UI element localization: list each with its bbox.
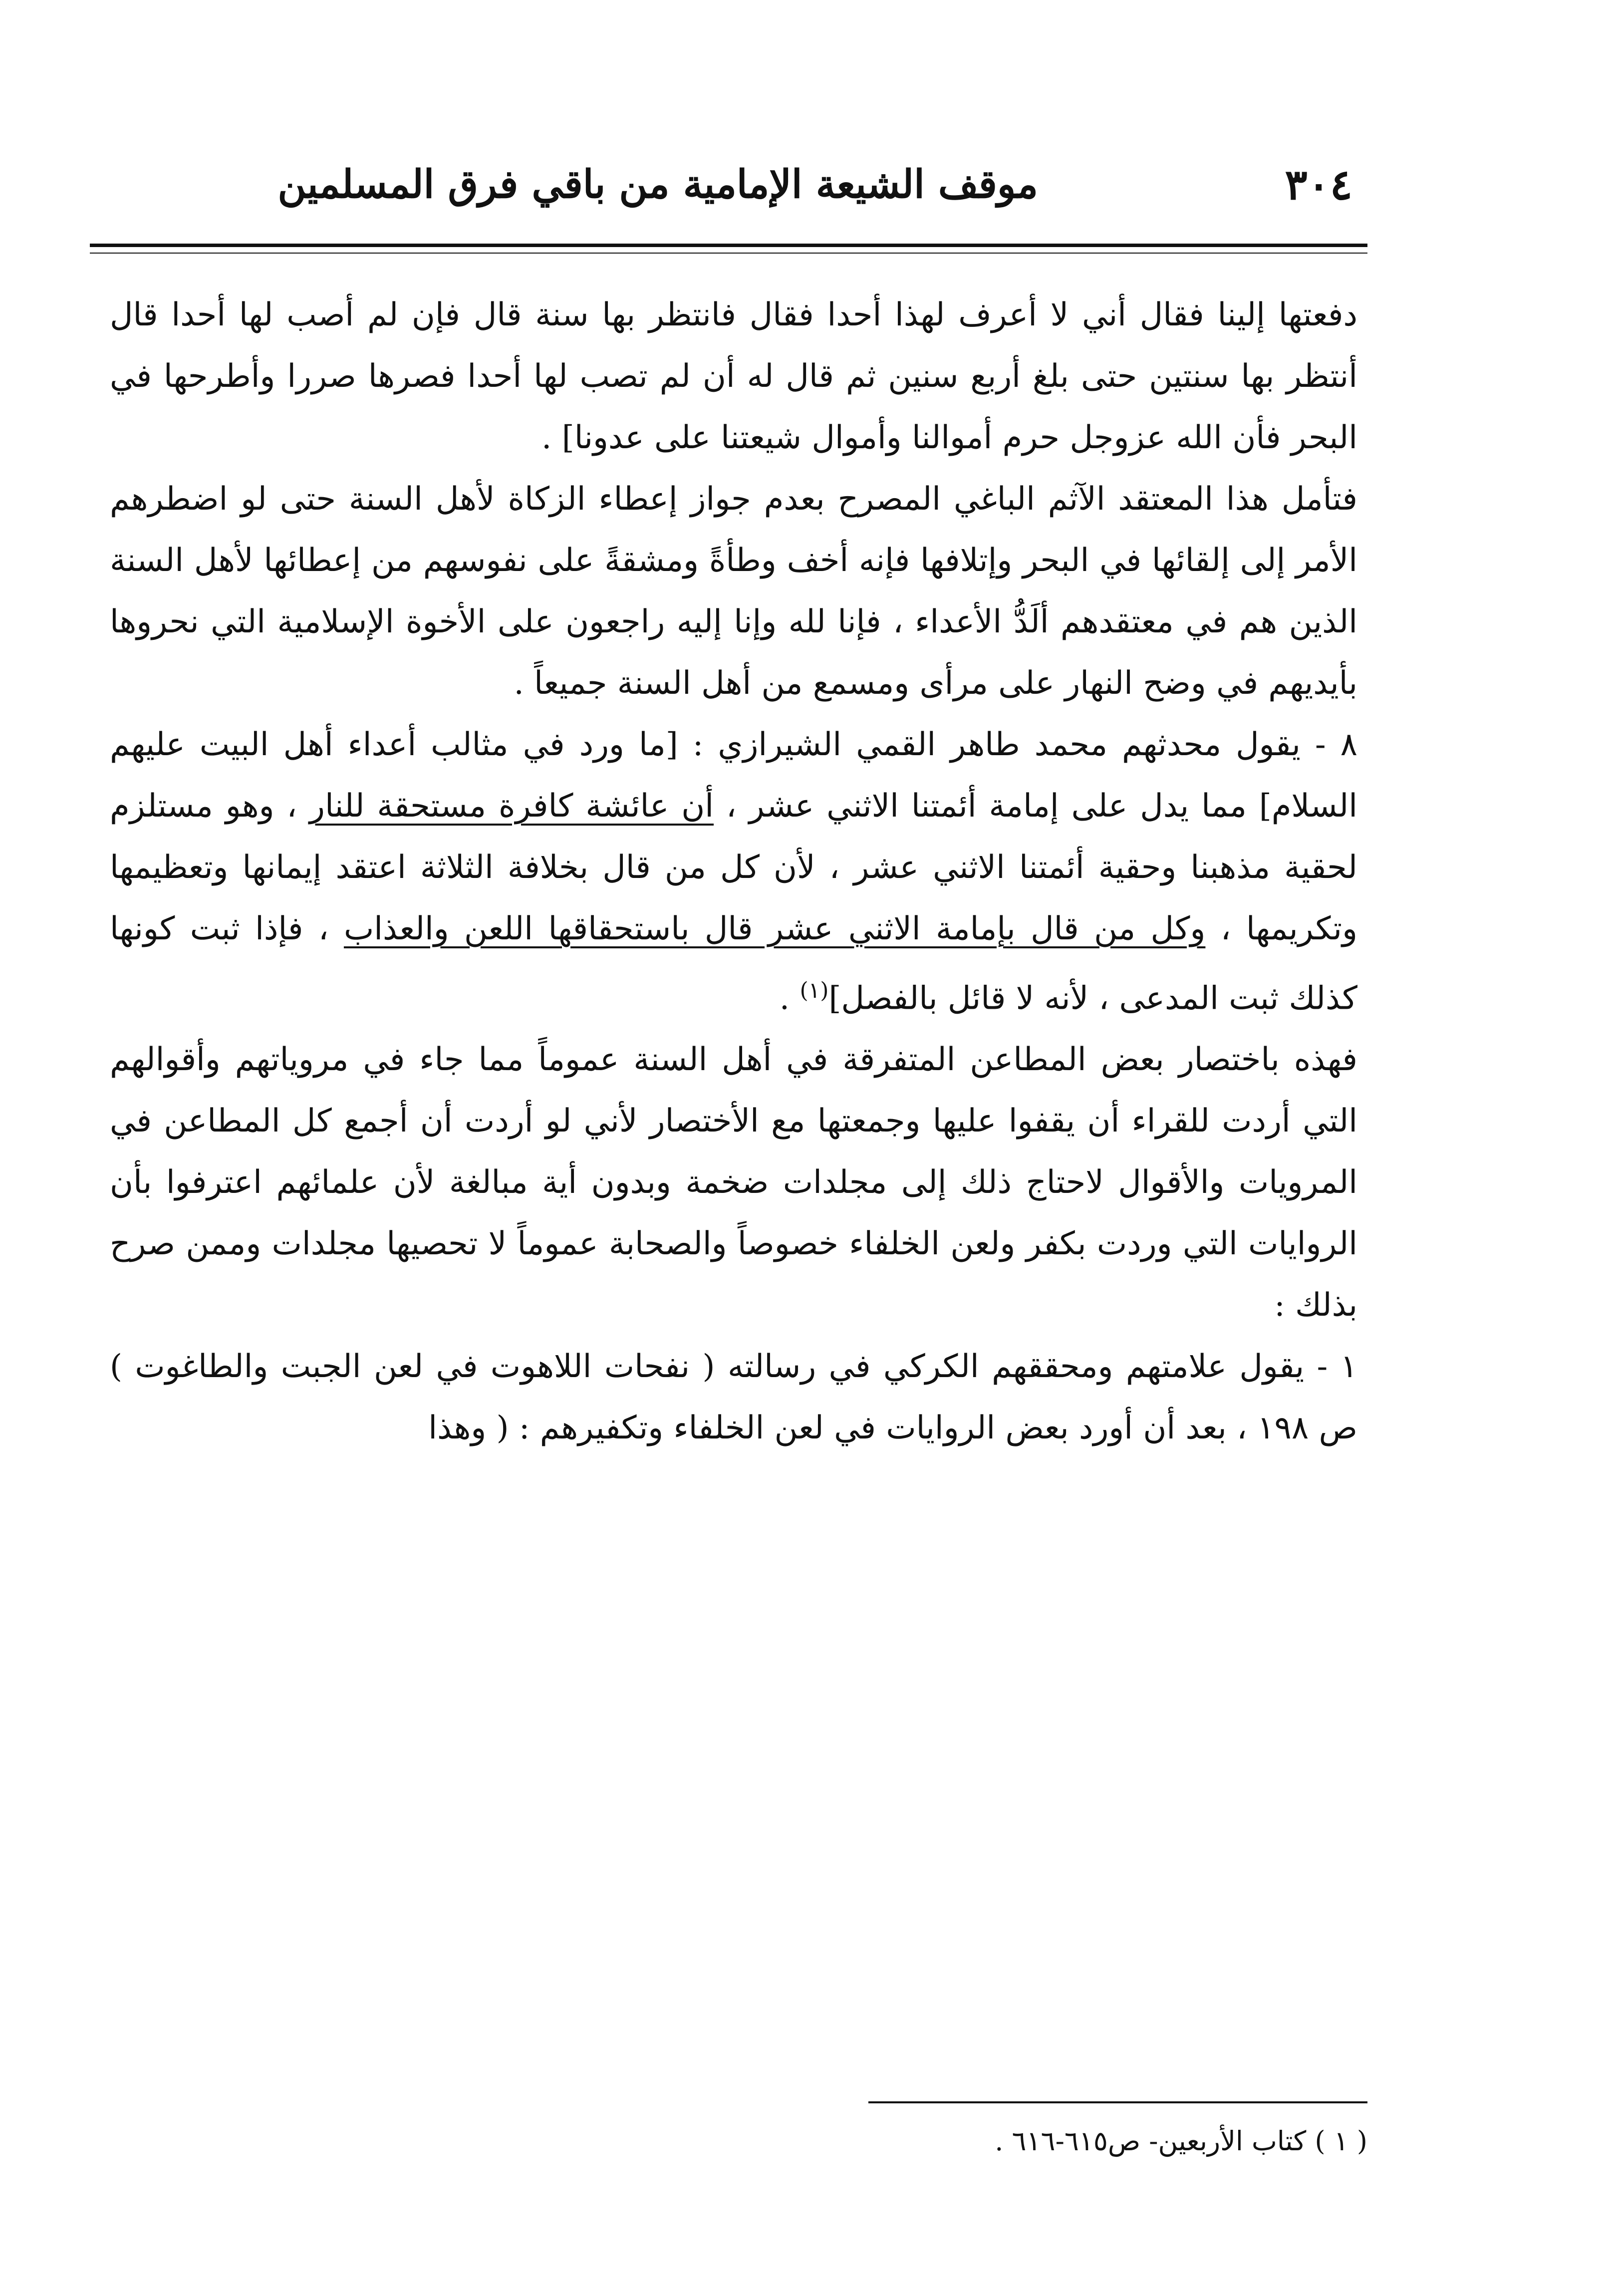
main-text [110,285,1357,1459]
paragraph-1: دفعتها إلينا فقال أني لا أعرف لهذا أحدا فقال فانتظر بها سنة قال فإن لم أصب لها أحدا قال أنتظر بها سنتين حتى بلغ أربع سنين ثم قال له أن لم تصب لها أحدا فصرها صررا وأطرحها في البحر فأن الله عزوجل حرم أموالنا وأموال شيعتنا على عدونا] . [110,296,1358,456]
page-number: ٣٠٤ [1285,160,1352,209]
footnote: ( ١ ) كتاب الأربعين- ص٦١٥-٦١٦ . [995,2125,1367,2157]
header-rule-thin [90,253,1367,254]
underlined-quote-1: أن عائشة كافرة مستحقة للنار [309,788,714,825]
footnote-separator [868,2101,1367,2103]
header-rule [90,244,1367,247]
paragraph-3-text-b: ، وهو مستلزم لحقية مذهبنا وحقية أئمتنا الاثني عشر ، لأن كل من قال بخلافة الثلاثة اعتقد إيمانها وتعظيمها وتكريمها ، [110,788,1358,947]
paragraph-3-text-c: ، فإذا ثبت كونها كذلك ثبت المدعى ، لأنه لا قائل بالفصل] [110,910,1357,1017]
running-title: موقف الشيعة الإمامية من باقي فرق المسلمين [277,162,1038,207]
page-header [130,150,1367,225]
paragraph-3-end: . [779,980,800,1017]
paragraph-2: فتأمل هذا المعتقد الآثم الباغي المصرح بعدم جواز إعطاء الزكاة لأهل السنة حتى لو اضطرهم الأمر إلى إلقائها في البحر وإتلافها فإنه أخف وطأةً ومشقةً على نفوسهم من إعطائها لأهل السنة الذين هم في معتقدهم ألَدُّ الأعداء ، فإنا لله وإنا إليه راجعون على الأخوة الإسلامية التي نحروها بأيديهم في وضح النهار على مرأى ومسمع من أهل السنة جميعاً . [110,481,1357,702]
paragraph-3-text-a: ٨ - يقول محدثهم محمد طاهر القمي الشيرازي : [ما ورد في مثالب أعداء أهل البيت عليهم السلام] مما يدل على إمامة أئمتنا الاثني عشر ، [110,726,1358,825]
paragraph-5: ١ - يقول علامتهم ومحققهم الكركي في رسالته ( نفحات اللاهوت في لعن الجبت والطاغوت ) ص ١٩٨ ، بعد أن أورد بعض الروايات في لعن الخلفاء وتكفيرهم : ( وهذا [110,1348,1357,1447]
paragraph-3 [110,714,1357,1029]
paragraph-4: فهذه باختصار بعض المطاعن المتفرقة في أهل السنة عموماً مما جاء في مروياتهم وأقوالهم التي أردت للقراء أن يقفوا عليها وجمعتها مع الأختصار لأني لو أردت أن أجمع كل المطاعن في المرويات والأقوال لاحتاج ذلك إلى مجلدات ضخمة وبدون أية مبالغة لأن علمائهم اعترفوا بأن الروايات التي وردت بكفر ولعن الخلفاء خصوصاً والصحابة عموماً لا تحصيها مجلدات وممن صرح بذلك : [110,1041,1358,1324]
footnote-reference: (١) [800,978,829,1003]
underlined-quote-2: وكل من قال بإمامة الاثني عشر قال باستحقاقها اللعن والعذاب [343,910,1206,947]
